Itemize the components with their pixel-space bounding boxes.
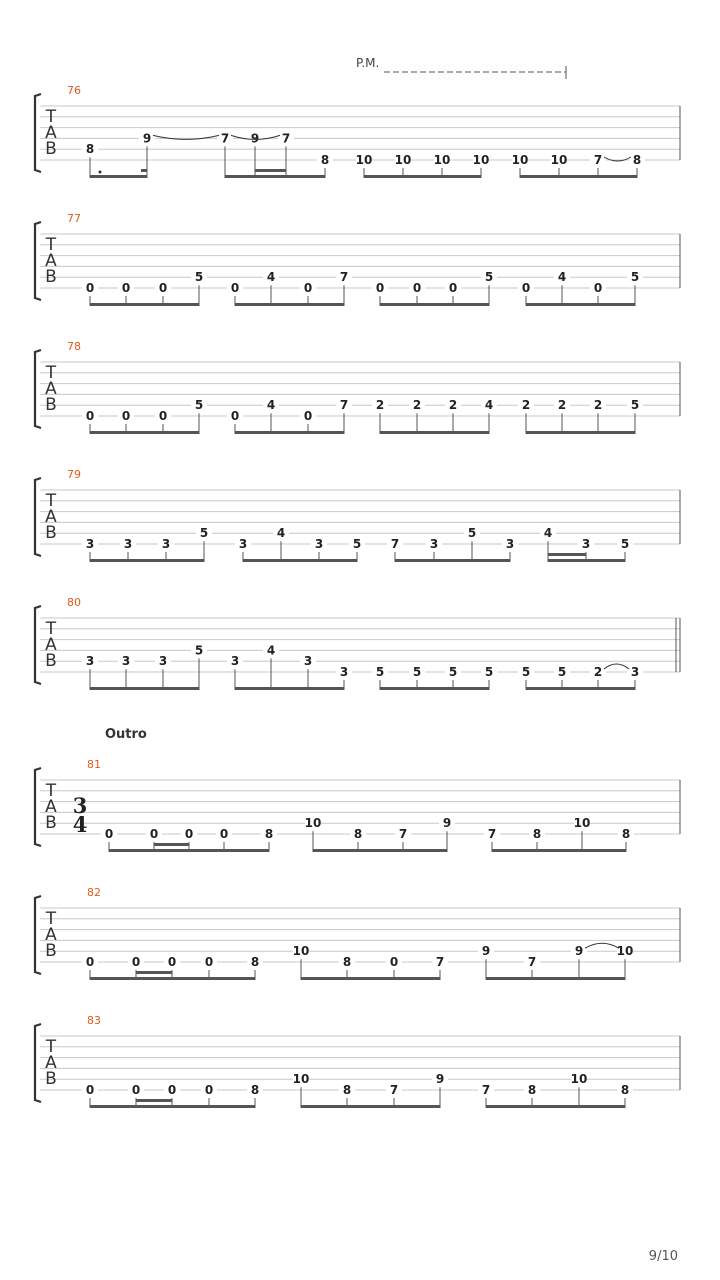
fret-number: 10 (304, 816, 322, 831)
fret-number: 0 (167, 955, 177, 969)
fret-number: 10 (292, 944, 310, 959)
beam (243, 559, 358, 562)
beam (90, 977, 256, 980)
fret-number: 9 (442, 816, 452, 831)
fret-number: 3 (123, 537, 133, 551)
fret-number: 7 (481, 1083, 491, 1097)
beam (90, 1105, 256, 1108)
beam (492, 849, 627, 852)
fret-number: 7 (593, 153, 603, 167)
fret-number: 3 (505, 537, 515, 551)
beam (313, 849, 448, 852)
fret-number: 8 (250, 955, 260, 969)
measure-number: 81 (87, 758, 101, 771)
time-signature-bottom: 4 (72, 812, 88, 837)
measure-number: 83 (87, 1014, 101, 1027)
beam (526, 431, 636, 434)
fret-number: 5 (557, 665, 567, 679)
palm-mute-label: P.M. (356, 56, 380, 70)
beam (486, 1105, 626, 1108)
fret-number: 5 (630, 398, 640, 413)
tab-clef-letter: B (45, 267, 57, 287)
fret-number: 0 (158, 409, 168, 423)
fret-number: 5 (194, 643, 204, 658)
beam (395, 559, 511, 562)
fret-number: 7 (527, 955, 537, 969)
tab-clef-letter: T (45, 619, 57, 639)
fret-number: 10 (394, 153, 412, 167)
fret-number: 0 (131, 955, 141, 969)
beam-hook (141, 169, 147, 172)
fret-number: 0 (121, 281, 131, 295)
beam (526, 687, 636, 690)
fret-number: 7 (281, 131, 291, 146)
fret-number: 8 (621, 827, 631, 841)
measure-number: 77 (67, 212, 81, 225)
fret-number: 2 (521, 398, 531, 413)
fret-number: 8 (85, 142, 95, 157)
fret-number: 9 (574, 944, 584, 959)
fret-number: 3 (303, 654, 313, 669)
beam (520, 175, 638, 178)
secondary-beam (255, 169, 286, 172)
fret-number: 3 (158, 654, 168, 669)
beam (235, 687, 345, 690)
fret-number: 0 (149, 827, 159, 841)
fret-number: 8 (320, 153, 330, 167)
fret-number: 0 (303, 281, 313, 295)
fret-number: 0 (448, 281, 458, 295)
fret-number: 0 (219, 827, 229, 841)
fret-number: 0 (593, 281, 603, 295)
tab-clef-letter: B (45, 523, 57, 543)
fret-number: 8 (342, 1083, 352, 1097)
fret-number: 4 (266, 643, 276, 658)
beam (364, 175, 482, 178)
fret-number: 7 (487, 827, 497, 841)
fret-number: 10 (573, 816, 591, 831)
fret-number: 10 (570, 1072, 588, 1087)
beam (235, 303, 345, 306)
fret-number: 8 (620, 1083, 630, 1097)
beam (90, 687, 200, 690)
tab-system-77 (35, 212, 680, 306)
beam (90, 175, 148, 178)
fret-number: 0 (230, 281, 240, 295)
fret-number: 0 (412, 281, 422, 295)
tab-clef-letter: A (45, 635, 57, 655)
fret-number: 4 (484, 398, 494, 413)
tab-clef-letter: B (45, 395, 57, 415)
fret-number: 4 (276, 526, 286, 541)
tab-system-79 (35, 468, 680, 562)
tie-slur (604, 664, 629, 669)
fret-number: 9 (481, 944, 491, 959)
tab-system-80 (35, 596, 680, 690)
fret-number: 5 (352, 537, 362, 551)
page-number: 9/10 (648, 1249, 678, 1264)
measure-number: 82 (87, 886, 101, 899)
fret-number: 2 (448, 398, 458, 413)
tab-clef-letter: A (45, 507, 57, 527)
fret-number: 8 (532, 827, 542, 841)
fret-number: 5 (630, 270, 640, 285)
section-label-outro: Outro (105, 727, 147, 742)
fret-number: 0 (85, 281, 95, 295)
fret-number: 9 (435, 1072, 445, 1087)
fret-number: 5 (412, 665, 422, 679)
tab-clef-letter: B (45, 1069, 57, 1089)
beam (548, 559, 626, 562)
secondary-beam (154, 843, 189, 846)
fret-number: 2 (593, 665, 603, 679)
fret-number: 3 (121, 654, 131, 669)
beam (380, 303, 490, 306)
tab-clef-letter: T (45, 235, 57, 255)
tab-clef-letter: T (45, 1037, 57, 1057)
tab-system-82 (35, 886, 680, 980)
fret-number: 10 (472, 153, 490, 167)
fret-number: 8 (527, 1083, 537, 1097)
measure-number: 78 (67, 340, 81, 353)
tab-clef-letter: B (45, 941, 57, 961)
fret-number: 0 (158, 281, 168, 295)
tab-system-83 (35, 1014, 680, 1108)
tab-clef-letter: A (45, 379, 57, 399)
fret-number: 0 (303, 409, 313, 423)
fret-number: 5 (199, 526, 209, 541)
fret-number: 10 (433, 153, 451, 167)
fret-number: 5 (521, 665, 531, 679)
fret-number: 0 (389, 955, 399, 969)
beam (225, 175, 326, 178)
measure-number: 80 (67, 596, 81, 609)
fret-number: 3 (85, 654, 95, 669)
fret-number: 7 (339, 270, 349, 285)
fret-number: 2 (593, 398, 603, 413)
fret-number: 8 (264, 827, 274, 841)
fret-number: 3 (238, 537, 248, 551)
tab-clef-letter: A (45, 123, 57, 143)
tab-system-78 (35, 340, 680, 434)
fret-number: 5 (620, 537, 630, 551)
tab-clef-letter: B (45, 813, 57, 833)
beam (109, 849, 270, 852)
fret-number: 3 (314, 537, 324, 551)
tab-clef-letter: T (45, 781, 57, 801)
tab-clef-letter: T (45, 909, 57, 929)
fret-number: 0 (184, 827, 194, 841)
fret-number: 7 (220, 131, 230, 146)
tab-clef-letter: B (45, 139, 57, 159)
fret-number: 5 (484, 665, 494, 679)
fret-number: 4 (557, 270, 567, 285)
fret-number: 2 (557, 398, 567, 413)
fret-number: 0 (204, 1083, 214, 1097)
fret-number: 0 (85, 1083, 95, 1097)
fret-number: 3 (161, 537, 171, 551)
fret-number: 7 (339, 398, 349, 413)
beam (90, 559, 205, 562)
secondary-beam (548, 553, 586, 556)
fret-number: 9 (250, 131, 260, 146)
fret-number: 5 (194, 398, 204, 413)
beam (380, 687, 490, 690)
fret-number: 7 (390, 537, 400, 551)
fret-number: 0 (204, 955, 214, 969)
tab-clef-letter: T (45, 363, 57, 383)
fret-number: 5 (194, 270, 204, 285)
fret-number: 3 (85, 537, 95, 551)
fret-number: 8 (250, 1083, 260, 1097)
fret-number: 3 (230, 654, 240, 669)
fret-number: 0 (85, 409, 95, 423)
measure-number: 79 (67, 468, 81, 481)
fret-number: 8 (342, 955, 352, 969)
dot (99, 171, 102, 174)
tab-clef-letter: A (45, 251, 57, 271)
time-signature-top: 3 (72, 793, 88, 818)
fret-number: 7 (389, 1083, 399, 1097)
fret-number: 2 (375, 398, 385, 413)
beam (235, 431, 345, 434)
fret-number: 2 (412, 398, 422, 413)
fret-number: 10 (550, 153, 568, 167)
fret-number: 8 (632, 153, 642, 167)
tab-system-81 (35, 758, 680, 852)
tab-clef-letter: A (45, 925, 57, 945)
fret-number: 8 (353, 827, 363, 841)
secondary-beam (136, 1099, 172, 1102)
fret-number: 4 (543, 526, 553, 541)
beam (301, 1105, 441, 1108)
fret-number: 5 (484, 270, 494, 285)
tie-slur (585, 943, 619, 948)
fret-number: 7 (435, 955, 445, 969)
measure-number: 76 (67, 84, 81, 97)
tab-clef-letter: B (45, 651, 57, 671)
fret-number: 3 (339, 665, 349, 679)
beam (90, 303, 200, 306)
fret-number: 5 (448, 665, 458, 679)
fret-number: 0 (521, 281, 531, 295)
fret-number: 10 (292, 1072, 310, 1087)
fret-number: 0 (167, 1083, 177, 1097)
beam (526, 303, 636, 306)
beam (301, 977, 441, 980)
fret-number: 0 (375, 281, 385, 295)
fret-number: 5 (467, 526, 477, 541)
tab-clef-letter: T (45, 491, 57, 511)
fret-number: 10 (511, 153, 529, 167)
fret-number: 0 (121, 409, 131, 423)
fret-number: 10 (355, 153, 373, 167)
fret-number: 9 (142, 131, 152, 146)
fret-number: 10 (616, 944, 634, 959)
beam (486, 977, 626, 980)
fret-number: 3 (429, 537, 439, 551)
fret-number: 0 (104, 827, 114, 841)
fret-number: 0 (85, 955, 95, 969)
beam (90, 431, 200, 434)
fret-number: 0 (230, 409, 240, 423)
tab-system-76 (35, 84, 680, 178)
beam (380, 431, 490, 434)
secondary-beam (136, 971, 172, 974)
tab-clef-letter: A (45, 797, 57, 817)
tab-clef-letter: T (45, 107, 57, 127)
fret-number: 3 (630, 665, 640, 679)
fret-number: 4 (266, 270, 276, 285)
fret-number: 7 (398, 827, 408, 841)
fret-number: 0 (131, 1083, 141, 1097)
fret-number: 4 (266, 398, 276, 413)
fret-number: 3 (581, 537, 591, 551)
tab-clef-letter: A (45, 1053, 57, 1073)
fret-number: 5 (375, 665, 385, 679)
